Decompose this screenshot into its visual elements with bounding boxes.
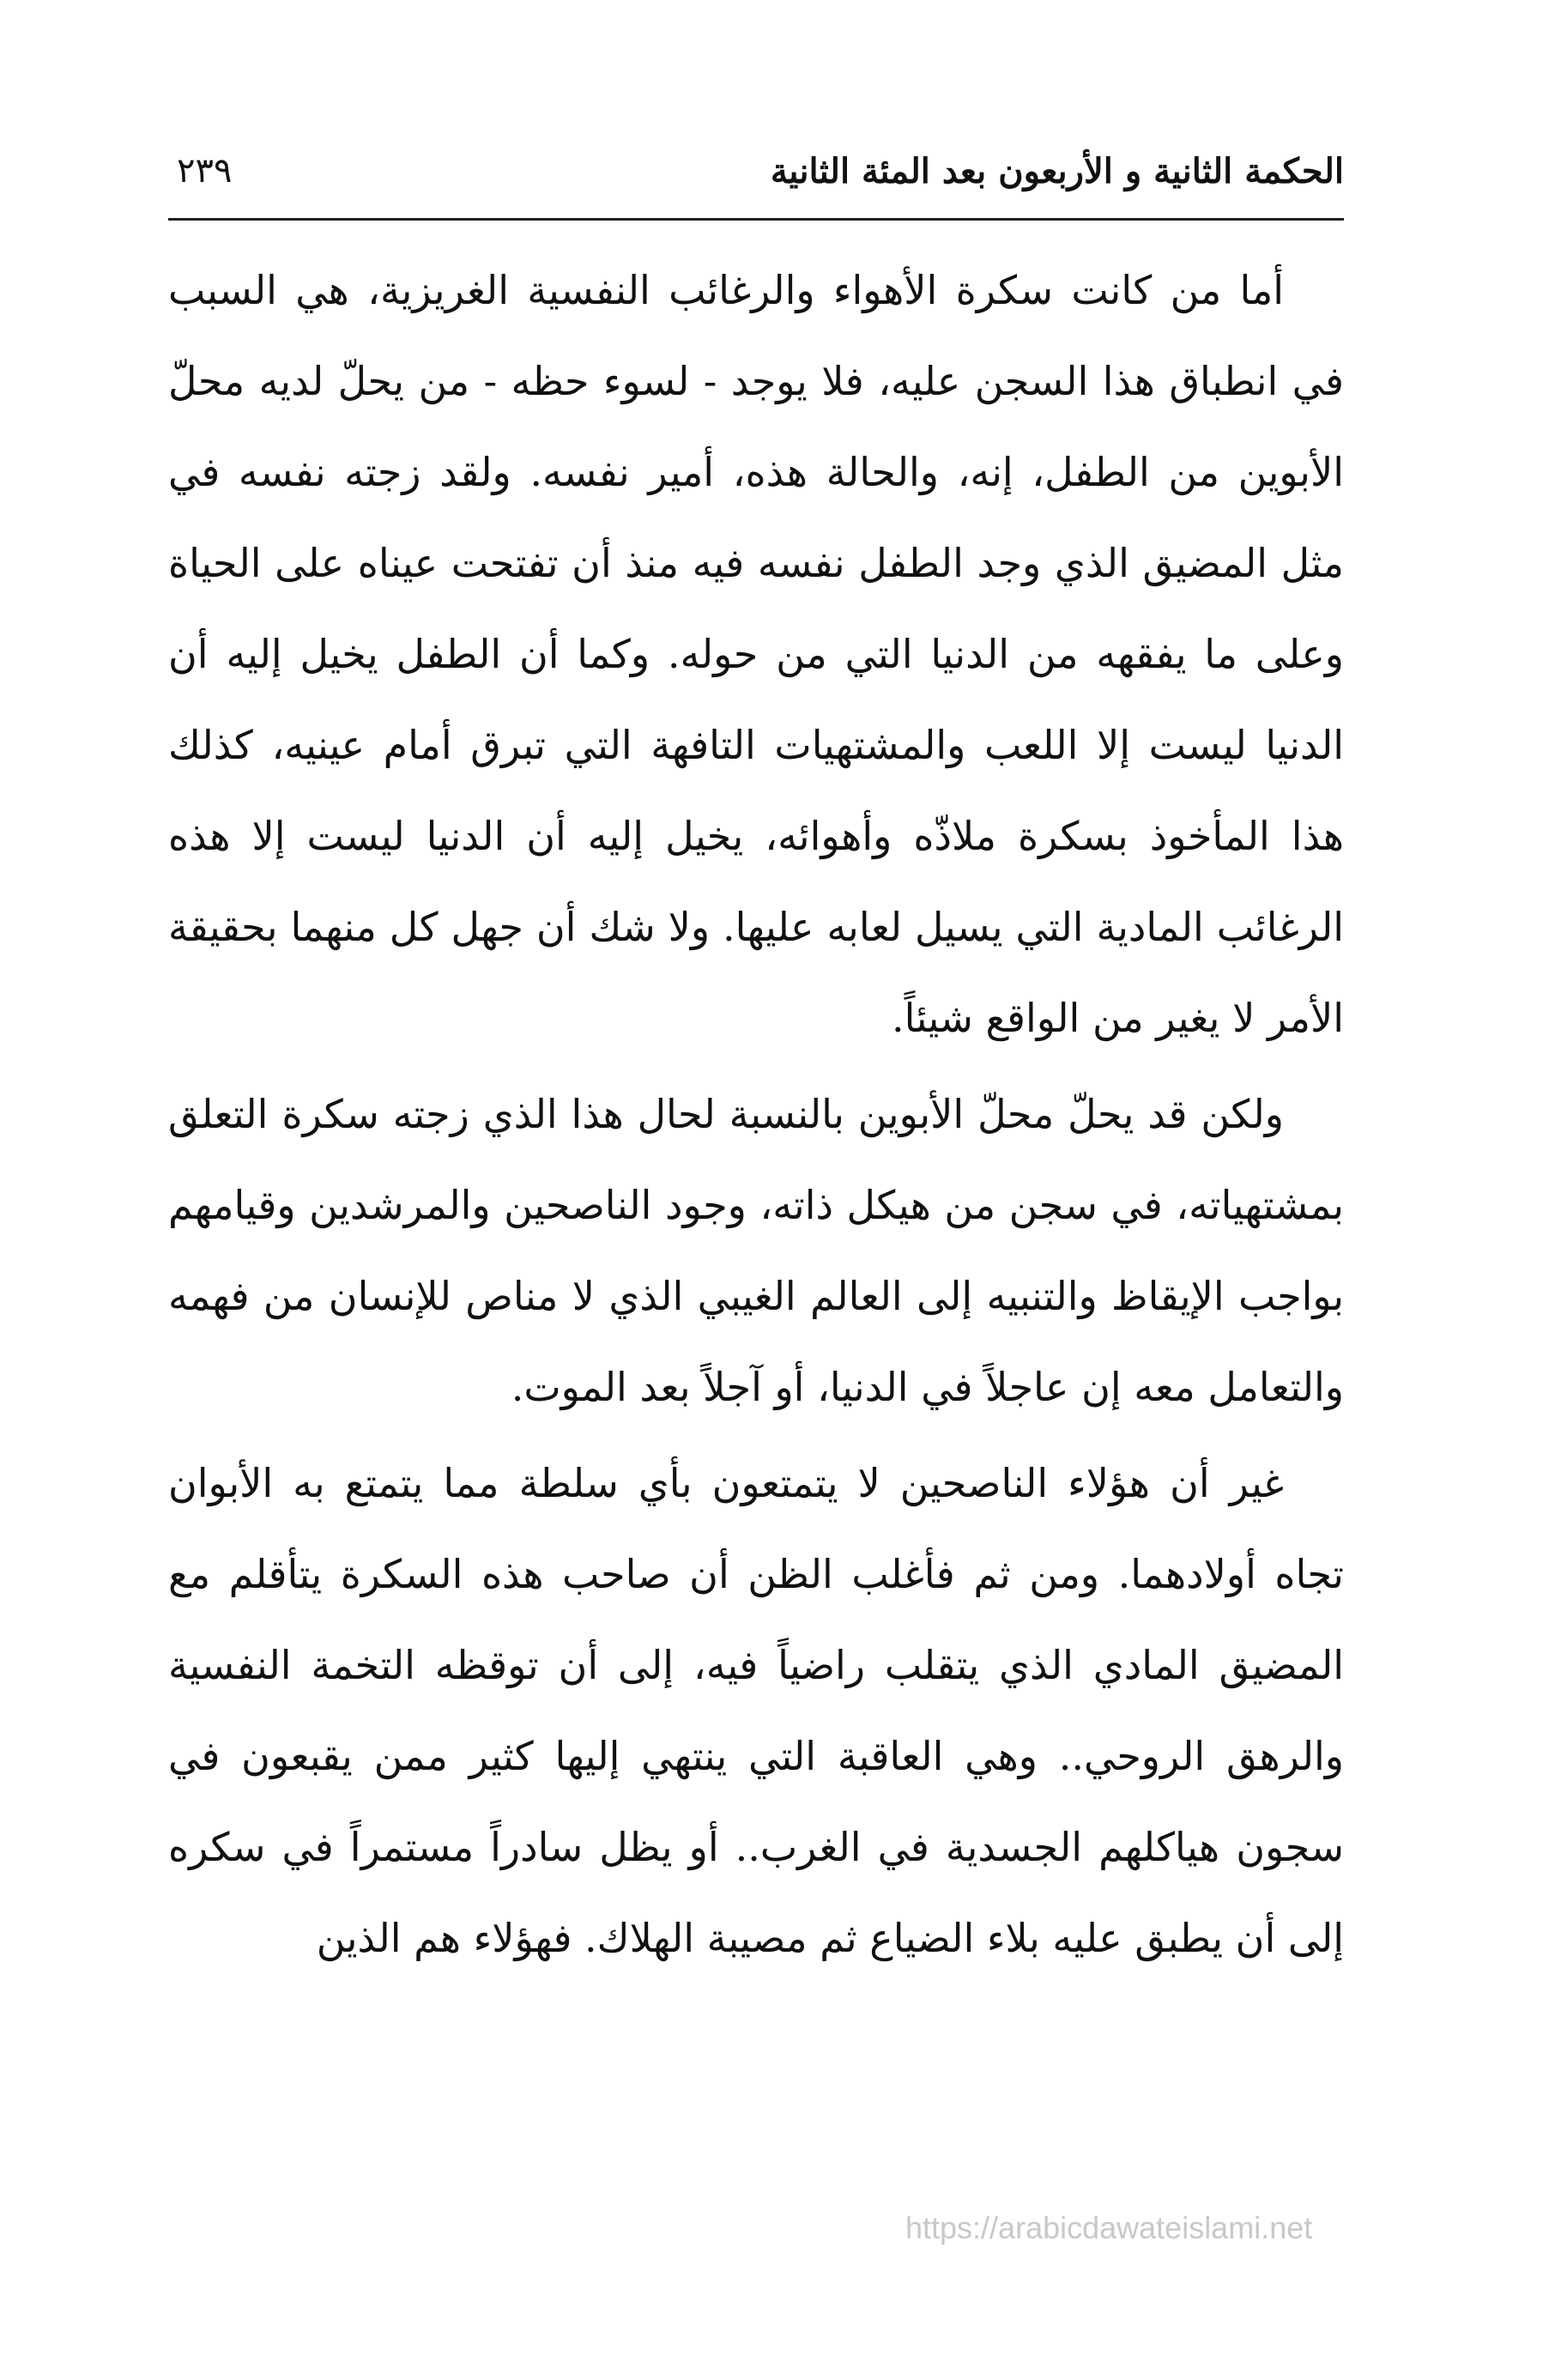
header-divider bbox=[168, 218, 1344, 221]
body-text bbox=[168, 245, 1344, 1983]
watermark-url: https://arabicdawateislami.net bbox=[905, 2210, 1313, 2245]
chapter-title: الحكمة الثانية و الأربعون بعد المئة الثانية bbox=[770, 151, 1344, 191]
paragraph-1: أما من كانت سكرة الأهواء والرغائب النفسية الغريزية، هي السبب في انطباق هذا السجن عليه، فلا يوجد - لسوء حظه - من يحلّ لديه محلّ الأبوين من الطفل، إنه، والحالة هذه، أمير نفسه. ولقد زجته نفسه في مثل المضيق الذي وجد الطفل نفسه فيه منذ أن تفتحت عيناه على الحياة وعلى ما يفقهه من الدنيا التي من حوله. وكما أن الطفل يخيل إليه أن الدنيا ليست إلا اللعب والمشتهيات التافهة التي تبرق أمام عينيه، كذلك هذا المأخوذ بسكرة ملاذّه وأهوائه، يخيل إليه أن الدنيا ليست إلا هذه الرغائب المادية التي يسيل لعابه عليها. ولا شك أن جهل كل منهما بحقيقة الأمر لا يغير من الواقع شيئاً. bbox=[168, 267, 1344, 1041]
paragraph-2: ولكن قد يحلّ محلّ الأبوين بالنسبة لحال هذا الذي زجته سكرة التعلق بمشتهياته، في سجن من هيكل ذاته، وجود الناصحين والمرشدين وقيامهم بواجب الإيقاظ والتنبيه إلى العالم الغيبي الذي لا مناص للإنسان من فهمه والتعامل معه إن عاجلاً في الدنيا، أو آجلاً بعد الموت. bbox=[168, 1091, 1344, 1410]
page-number: ٢٣٩ bbox=[177, 151, 233, 191]
paragraph-3: غير أن هؤلاء الناصحين لا يتمتعون بأي سلطة مما يتمتع به الأبوان تجاه أولادهما. ومن ثم فأغلب الظن أن صاحب هذه السكرة يتأقلم مع المضيق المادي الذي يتقلب راضياً فيه، إلى أن توقظه التخمة النفسية والرهق الروحي.. وهي العاقبة التي ينتهي إليها كثير ممن يقبعون في سجون هياكلهم الجسدية في الغرب.. أو يظل سادراً مستمراً في سكره إلى أن يطبق عليه بلاء الضياع ثم مصيبة الهلاك. فهؤلاء هم الذين bbox=[168, 1460, 1344, 1961]
running-header bbox=[168, 144, 1344, 213]
